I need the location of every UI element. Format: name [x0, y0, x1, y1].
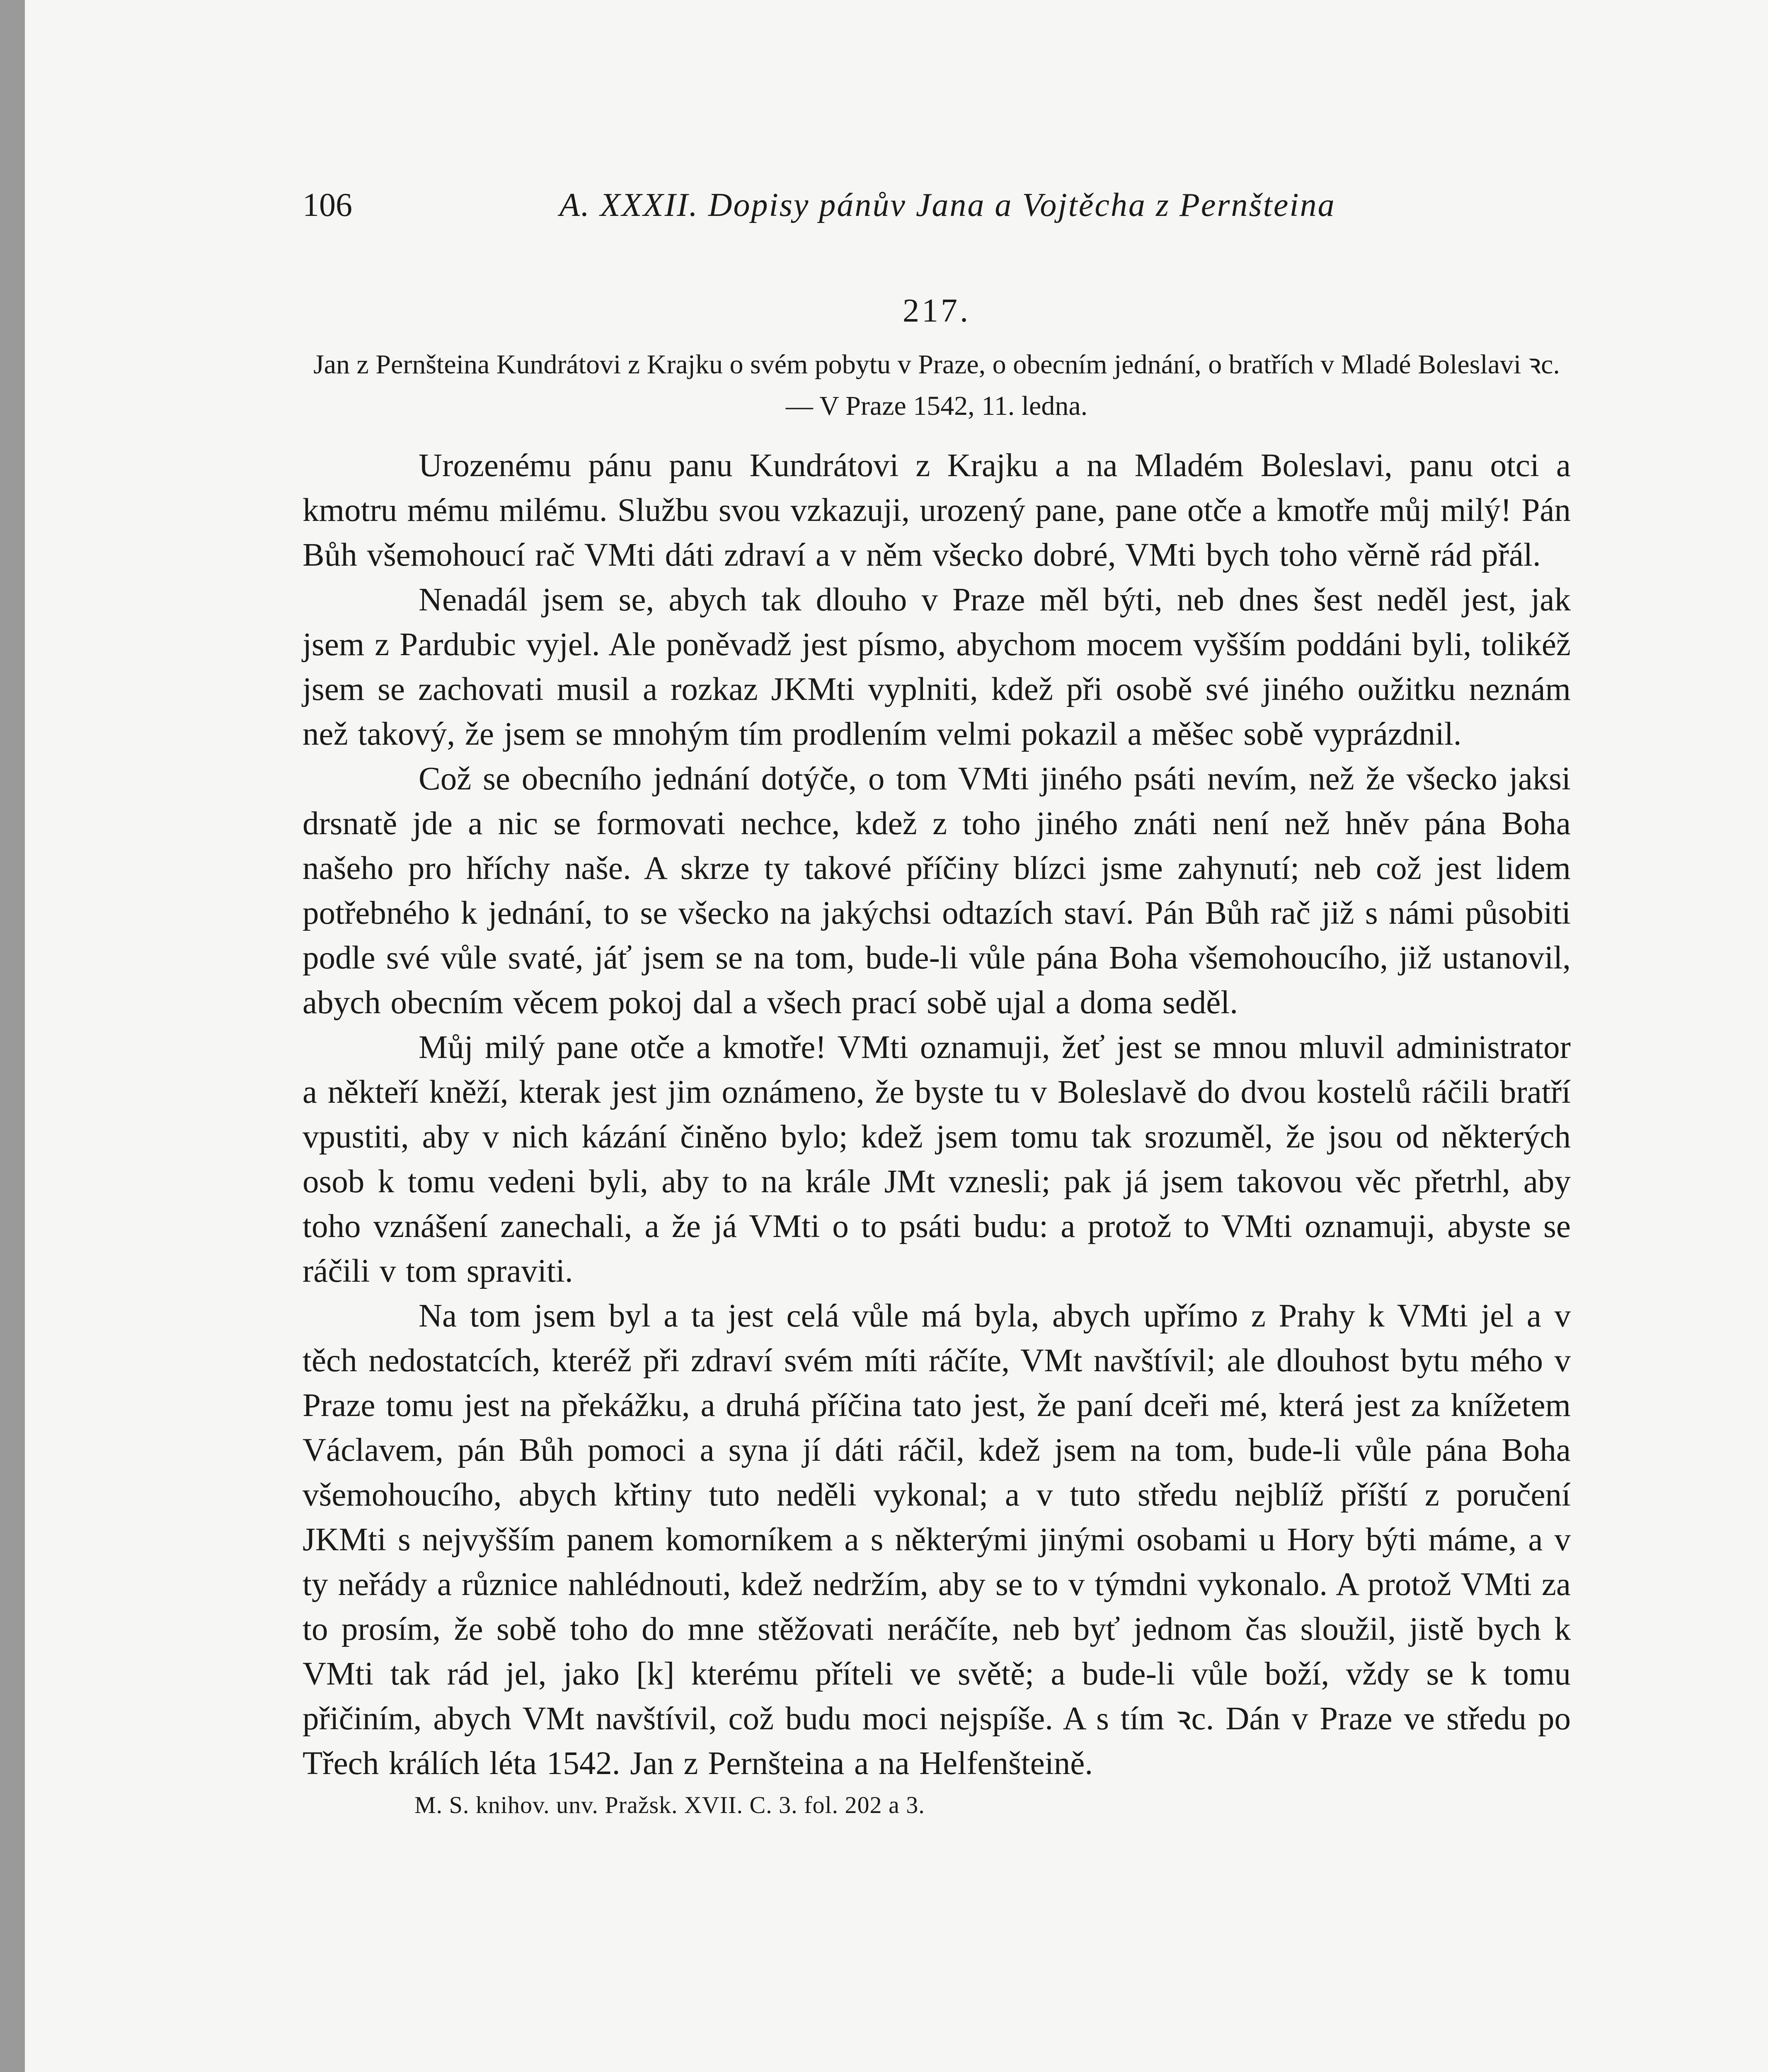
page-number: 106	[303, 187, 352, 223]
document-summary: Jan z Pernšteina Kundrátovi z Krajku o svém pobytu v Praze, o obecním jednání, o bratřích v Mladé Boleslavi ꝛc. — V Praze 1542, 11. ledna.	[313, 349, 1560, 421]
letter-body	[303, 443, 1571, 1786]
paragraph: Na tom jsem byl a ta jest celá vůle má byla, abych upřímo z Prahy k VMti jel a v těch nedostatcích, kteréž při zdraví svém míti ráčíte, VMt navštívil; ale dlouhost bytu mého v Praze tomu jest na překážku, a druhá příčina tato jest, že paní dceři mé, která jest za knížetem Václavem, pán Bůh pomoci a syna jí dáti ráčil, kdež jsem na tom, bude-li vůle pána Boha všemohoucího, abych křtiny tuto neděli vykonal; a v tuto středu nejblíž příští z poručení JKMti s nejvyšším panem komorníkem a s některými jinými osobami u Hory býti máme, a v ty neřády a různice nahlédnouti, kdež nedržím, aby se to v týmdni vykonalo. A protož VMti za to prosím, že sobě toho do mne stěžovati neráčíte, neb byť jednom čas sloužil, jistě bych k VMti tak rád jel, jako [k] kterému příteli ve světě; a bude-li vůle boží, vždy se k tomu přičiním, abych VMt navštívil, což budu moci nejspíše. A s tím ꝛc. Dán v Praze ve středu po Třech králích léta 1542. Jan z Pernšteina a na Helfenšteině.	[303, 1298, 1571, 1782]
source-note: M. S. knihov. unv. Pražsk. XVII. C. 3. fol. 202 a 3.	[414, 1791, 925, 1818]
paragraph: Urozenému pánu panu Kundrátovi z Krajku a na Mladém Boleslavi, panu otci a kmotru mému milému. Službu svou vzkazuji, urozený pane, pane otče a kmotře můj milý! Pán Bůh všemohoucí rač VMti dáti zdraví a v něm všecko dobré, VMti bych toho věrně rád přál.	[303, 448, 1571, 573]
paragraph: Nenadál jsem se, abych tak dlouho v Praze měl býti, neb dnes šest neděl jest, jak jsem z Pardubic vyjel. Ale poněvadž jest písmo, abychom mocem vyšším poddáni byli, tolikéž jsem se zachovati musil a rozkaz JKMti vyplniti, kdež při osobě své jiného oužitku neznám než takový, že jsem se mnohým tím prodlením velmi pokazil a měšec sobě vyprázdnil.	[303, 582, 1571, 752]
paragraph: Můj milý pane otče a kmotře! VMti oznamuji, žeť jest se mnou mluvil administrator a někteří kněží, kterak jest jim oznámeno, že byste tu v Boleslavě do dvou kostelů ráčili bratří vpustiti, aby v nich kázání činěno bylo; kdež jsem tomu tak srozuměl, že jsou od některých osob k tomu vedeni byli, aby to na krále JMt vznesli; pak já jsem takovou věc přetrhl, aby toho vznášení zanechali, a že já VMti o to psáti budu: a protož to VMti oznamuji, abyste se ráčili v tom spraviti.	[303, 1029, 1571, 1289]
running-title: A. XXXII. Dopisy pánův Jana a Vojtěcha z Pernšteina	[559, 187, 1336, 223]
document-number: 217.	[903, 293, 971, 329]
paragraph: Což se obecního jednání dotýče, o tom VMti jiného psáti nevím, než že všecko jaksi drsnatě jde a nic se formovati nechce, kdež z toho jiného znáti není než hněv pána Boha našeho pro hříchy naše. A skrze ty takové příčiny blízci jsme zahynutí; neb což jest lidem potřebného k jednání, to se všecko na jakýchsi odtazích staví. Pán Bůh rač již s námi působiti podle své vůle svaté, jáť jsem se na tom, bude-li vůle pána Boha všemohoucího, již ustanovil, abych obecním věcem pokoj dal a všech prací sobě ujal a doma seděl.	[303, 761, 1571, 1021]
running-header	[303, 182, 1571, 228]
page-content	[303, 182, 1571, 1822]
